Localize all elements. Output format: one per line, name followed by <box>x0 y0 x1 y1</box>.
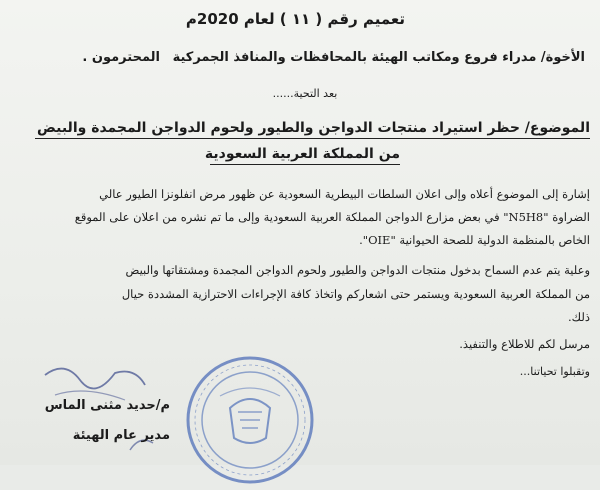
body-paragraph-1-line-2: الضراوة "N5H8" في بعض مزارع الدواجن المملكة العربية السعودية وإلى ما تم نشره من اعلان على الموقع <box>74 210 590 224</box>
signatory-title: مدير عام الهيئة <box>72 428 170 443</box>
official-stamp-icon <box>180 350 320 490</box>
addressee-line: الأخوة/ مدراء فروع ومكاتب الهيئة بالمحافظات والمنافذ الجمركية <box>172 50 585 65</box>
subject-line-1: الموضوع/ حظر استيراد منتجات الدواجن والطيور ولحوم الدواجن المجمدة والبيض <box>35 120 590 139</box>
body-paragraph-1-line-1: إشارة إلى الموضوع أعلاه وإلى اعلان السلطات البيطرية السعودية عن ظهور مرض انفلونزا الطيور عالي <box>99 187 590 201</box>
greeting: بعد التحية...... <box>272 87 338 100</box>
closing-sent: مرسل لكم للاطلاع والتنفيذ. <box>459 337 590 351</box>
body-paragraph-2-line-2: من المملكة العربية السعودية ويستمر حتى اشعاركم واتخاذ كافة الإجراءات الاحترازية المشددة حيال <box>121 287 590 301</box>
subject-line-2: من المملكة العربية السعودية <box>210 146 400 165</box>
body-paragraph-1-line-3: الخاص بالمنظمة الدولية للصحة الحيوانية "OIE". <box>359 233 590 247</box>
circular-title <box>185 10 405 28</box>
addressee-respect: المحترمون . <box>82 50 160 65</box>
circular-number: ١١ <box>291 10 311 28</box>
body-paragraph-2-line-1: وعلية يتم عدم السماح بدخول منتجات الدواجن والطيور ولحوم الدواجن المجمدة ومشتقاتها والبيض <box>125 263 590 277</box>
title-suffix: ) لعام 2020م <box>185 10 292 28</box>
signatory-name: م/حديد مثنى الماس <box>44 398 170 413</box>
body-paragraph-2-line-3: ذلك. <box>568 310 590 324</box>
closing-thanks: وتقبلوا تحياتنا... <box>519 365 590 378</box>
title-prefix: تعميم رقم ( <box>310 10 405 28</box>
